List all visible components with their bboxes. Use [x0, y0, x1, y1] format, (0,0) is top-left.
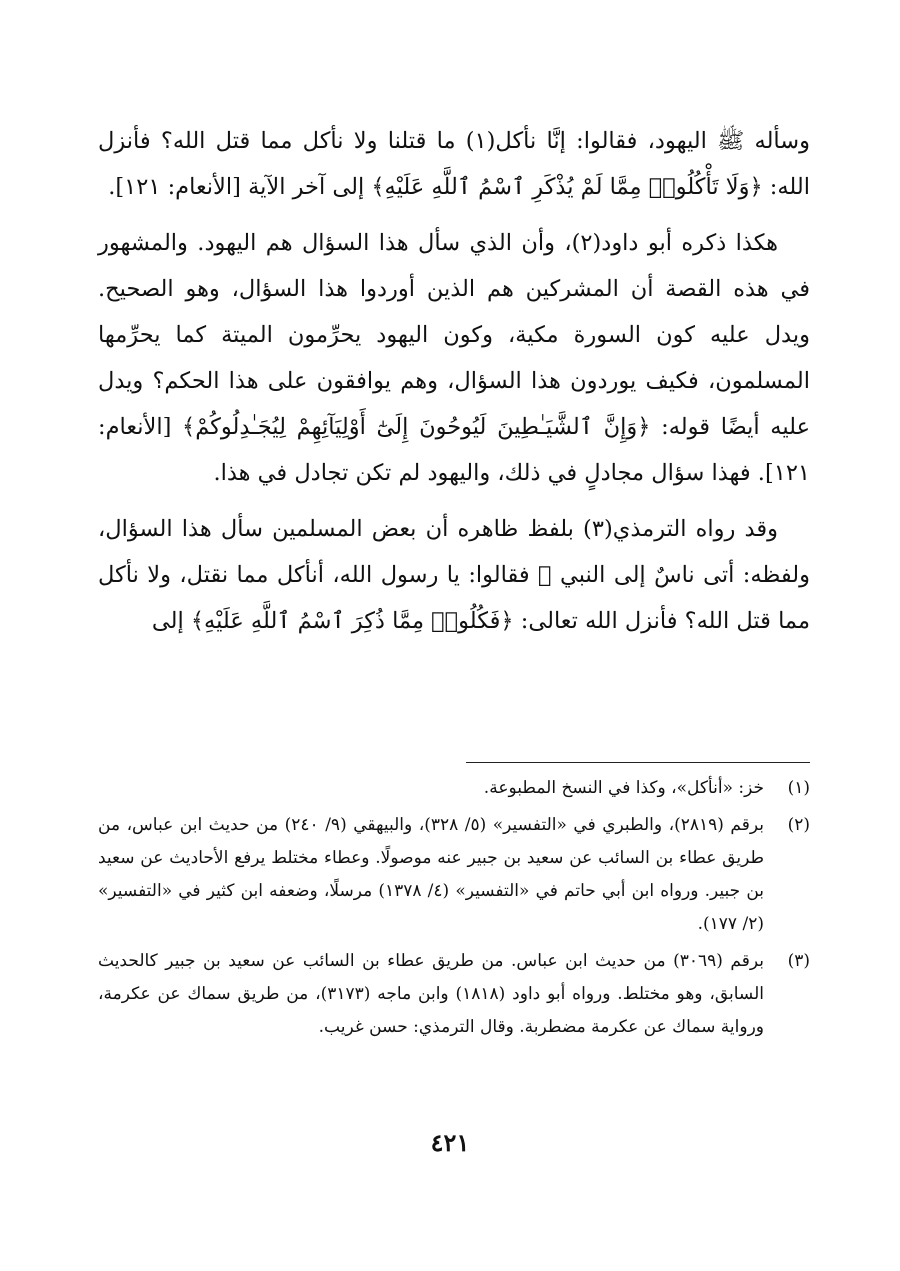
footnote-divider	[466, 762, 810, 763]
footnote-text: خز: «أنأكل»، وكذا في النسخ المطبوعة.	[483, 778, 764, 798]
footnote-text: برقم (٢٨١٩)، والطبري في «التفسير» (٥/ ٣٢٨)، والبيهقي (٩/ ٢٤٠) من حديث ابن عباس، من طريق عطاء بن السائب عن سعيد بن جبير عنه موصولًا. وعطاء مختلط يرفع الأحاديث عن سعيد بن جبير. ورواه ابن أبي حاتم في «التفسير» (٤/ ١٣٧٨) مرسلًا، وضعفه ابن كثير في «التفسير» (٢/ ١٧٧).	[98, 815, 765, 934]
main-text	[98, 118, 810, 654]
footnote-1	[98, 772, 810, 805]
paragraph-1: وسأله ﷺ اليهود، فقالوا: إنَّا نأكل(١) ما قتلنا ولا نأكل مما قتل الله؟ فأنزل الله: ﴿وَلَا تَأْكُلُوا۟ مِمَّا لَمْ يُذْكَرِ ٱسْمُ ٱللَّهِ عَلَيْهِ﴾ إلى آخر الآية [الأنعام: ١٢١].	[98, 128, 810, 200]
footnote-3	[98, 945, 810, 1044]
footnote-text: برقم (٣٠٦٩) من حديث ابن عباس. من طريق عطاء بن السائب عن سعيد بن جبير كالحديث السابق، وهو مختلط. ورواه أبو داود (١٨١٨) وابن ماجه (٣١٧٣)، من طريق سماك عن عكرمة، ورواية سماك عن عكرمة مضطربة. وقال الترمذي: حسن غريب.	[98, 951, 764, 1037]
paragraph-3: وقد رواه الترمذي(٣) بلفظ ظاهره أن بعض المسلمين سأل هذا السؤال، ولفظه: أتى ناسٌ إلى النبي ﷺ فقالوا: يا رسول الله، أنأكل مما نقتل، ولا نأكل مما قتل الله؟ فأنزل الله تعالى: ﴿فَكُلُوا۟ مِمَّا ذُكِرَ ٱسْمُ ٱللَّهِ عَلَيْهِ﴾ إلى	[98, 516, 810, 634]
footnote-number: (١)	[787, 778, 810, 798]
paragraph-2: هكذا ذكره أبو داود(٢)، وأن الذي سأل هذا السؤال هم اليهود. والمشهور في هذه القصة أن المشركين هم الذين أوردوا هذا السؤال، وهو الصحيح. ويدل عليه كون السورة مكية، وكون اليهود يحرِّمون الميتة كما يحرِّمها المسلمون، فكيف يوردون هذا السؤال، وهم يوافقون على هذا الحكم؟ ويدل عليه أيضًا قوله: ﴿وَإِنَّ ٱلشَّيَـٰطِينَ لَيُوحُونَ إِلَىٰٓ أَوْلِيَآئِهِمْ لِيُجَـٰدِلُوكُمْ﴾ [الأنعام: ١٢١]. فهذا سؤال مجادلٍ في ذلك، واليهود لم تكن تجادل في هذا.	[98, 230, 810, 486]
page-number: ٤٢١	[430, 1128, 470, 1157]
footnote-2	[98, 809, 810, 941]
footnote-number: (٢)	[787, 815, 810, 835]
footnotes	[98, 772, 810, 1048]
footnote-number: (٣)	[787, 951, 810, 971]
